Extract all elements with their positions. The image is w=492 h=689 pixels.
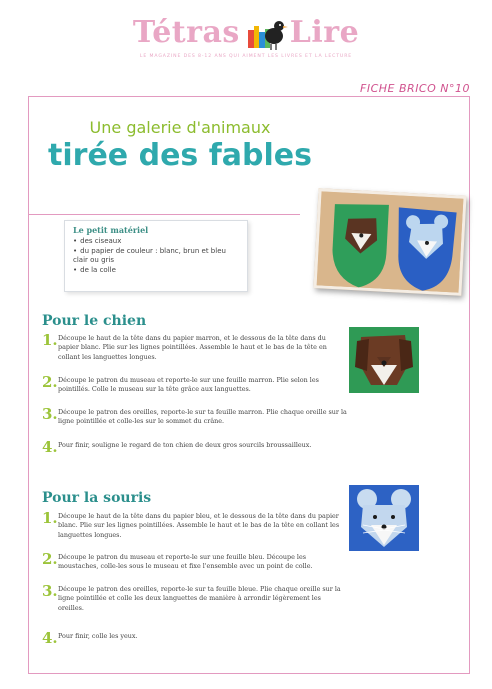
chien-step: [42, 373, 347, 395]
bird-with-books-icon: [242, 12, 288, 52]
materials-box: [64, 220, 248, 292]
step-number: 2.: [42, 550, 58, 568]
magazine-logo: [0, 12, 492, 59]
dog-head-photo: [349, 327, 419, 393]
step-number: 4.: [42, 438, 58, 456]
logo-tagline: LE MAGAZINE DES 8-12 ANS QUI AIMENT LES LIVRES ET LA LECTURE: [139, 54, 353, 59]
materials-item: • des ciseaux: [73, 237, 239, 247]
step-number: 3.: [42, 582, 58, 600]
materials-item: • de la colle: [73, 266, 239, 276]
souris-step: [42, 509, 347, 540]
section-title-souris: Pour la souris: [42, 490, 152, 506]
step-number: 1.: [42, 331, 58, 349]
step-number: 3.: [42, 405, 58, 423]
gallery-photo: [313, 188, 466, 296]
logo-text-left: Tétras: [132, 14, 240, 50]
step-text: Pour finir, souligne le regard de ton chien de deux gros sourcils broussailleux.: [58, 441, 312, 449]
souris-step: [42, 582, 347, 613]
section-title-chien: Pour le chien: [42, 313, 147, 329]
title-line-1: Une galerie d'animaux: [89, 118, 271, 137]
chien-step: [42, 438, 347, 456]
materials-title: Le petit matériel: [73, 225, 149, 235]
title-divider: [28, 214, 300, 215]
souris-step: [42, 629, 347, 647]
step-text: Pour finir, colle les yeux.: [58, 632, 138, 640]
step-text: Découpe le patron des oreilles, reporte-le sur ta feuille bleue. Plie chaque oreille sur la ligne pointillée et colle les deux languettes de manière à arrondir légèrement les oreilles.: [58, 585, 341, 612]
mouse-head-photo: [349, 485, 419, 551]
step-number: 4.: [42, 629, 58, 647]
materials-list: [73, 237, 239, 275]
step-text: Découpe le patron du museau et reporte-le sur une feuille bleu. Découpe les moustaches, colle-les sous le museau et fixe l'ensemble avec un point de colle.: [58, 553, 313, 571]
step-text: Découpe le haut de la tête dans du papier bleu, et le dessous de la tête dans du papier blanc. Plie sur les lignes pointillées. Assemble le haut et le bas de la tête en collant les languettes longues.: [58, 512, 340, 539]
step-text: Découpe le patron du museau et reporte-le sur une feuille marron. Plie selon les pointillés. Colle le museau sur la tête grâce aux languettes.: [58, 376, 319, 394]
chien-step: [42, 331, 347, 362]
step-text: Découpe le patron des oreilles, reporte-le sur ta feuille marron. Plie chaque oreille sur la ligne pointillée et colle-les sur le sommet du crâne.: [58, 408, 347, 426]
title-line-2: tirée des fables: [48, 138, 312, 173]
step-text: Découpe le haut de la tête dans du papier marron, et le dessous de la tête dans du papier blanc. Plie sur les lignes pointillées. Assemble le haut et le bas de la tête en collant les languettes longues.: [58, 334, 327, 361]
materials-item: • du papier de couleur : blanc, brun et bleu clair ou gris: [73, 247, 239, 266]
souris-step: [42, 550, 347, 572]
step-number: 2.: [42, 373, 58, 391]
fiche-label: FICHE BRICO N°10: [360, 82, 470, 95]
step-number: 1.: [42, 509, 58, 527]
chien-step: [42, 405, 347, 427]
logo-text-right: Lire: [289, 14, 360, 50]
